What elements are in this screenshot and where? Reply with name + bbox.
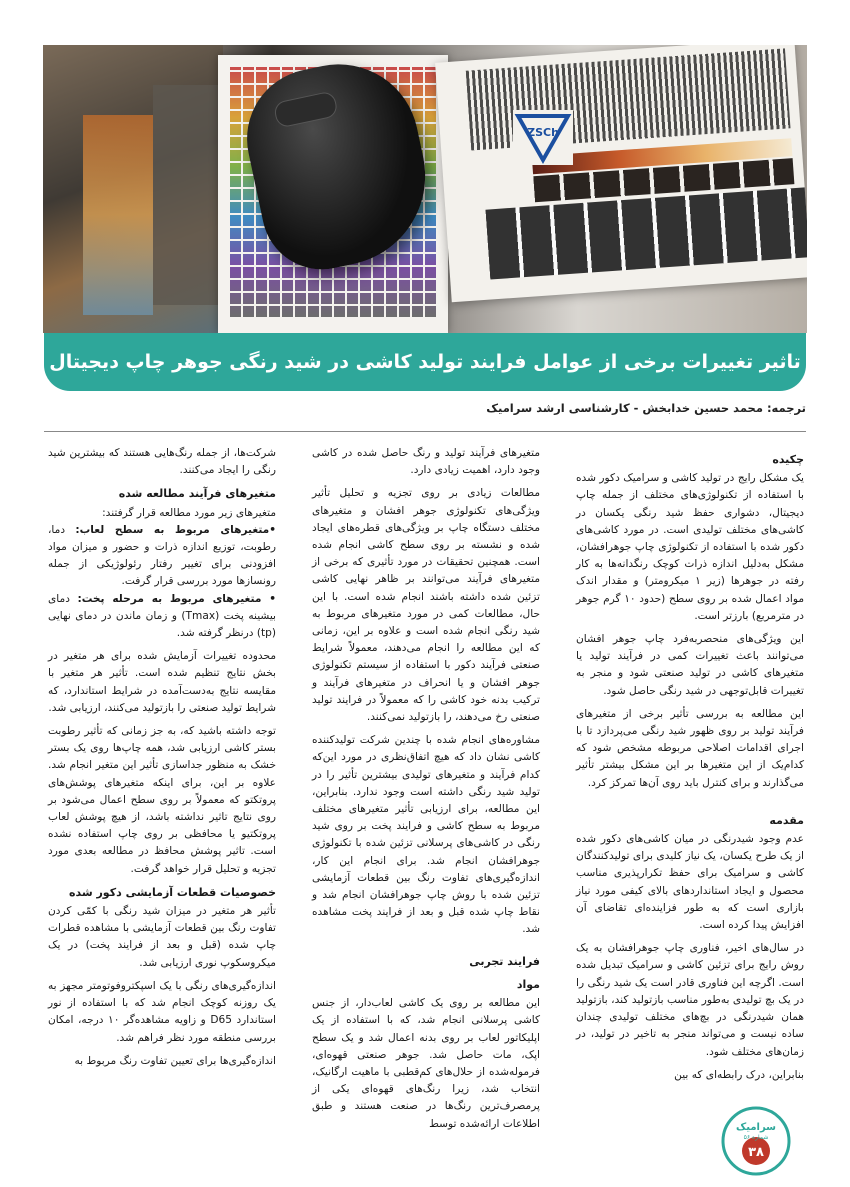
zsc-logo-text: ZSCh [527, 126, 559, 139]
zsc-logo-icon [513, 110, 573, 165]
divider [44, 431, 806, 432]
hero-image [43, 45, 807, 333]
bullet-firing-variables [48, 591, 276, 643]
bullet-label: •متغیرهای مربوط به سطح لعاب: [75, 523, 276, 536]
byline: ترجمه: محمد حسین خدابخش - کارشناسی ارشد سرامیک [486, 401, 806, 415]
paragraph: این مطالعه بر روی یک کاشی لعاب‌دار، از جنس کاشی پرسلانی انجام شد، که با استفاده از یک اپلیکاتور لعاب بر روی بدنه اعمال شد و یک سطح اپک، مات حاصل شد. جوهر صنعتی قهوه‌ای، فرموله‌شده از حلال‌های کم‌قطبی با ماهیت ارگانیک، انتخاب شد، زیرا رنگ‌های قهوه‌ای یکی از پرمصرف‌ترین رنگ‌ها در صنعت هستند و طبق اطلاعات ارائه‌شده توسط [312, 997, 540, 1130]
heading-abstract: چکیده [772, 453, 804, 466]
stone-tile-orange [83, 115, 153, 315]
paragraph: مشاوره‌های انجام شده با چندین شرکت تولیدکننده کاشی نشان داد که هیچ اتفاق‌نظری در مورد این‌که کدام فرآیند و متغیرهای تولیدی بیشترین تأثیر را در تولید شید رنگی داشته است وجود ندارد. بنابراین، این مطالعه، برای ارزیابی تأثیر متغیرهای مختلف مربوط به سطح کاشی و فرایند پخت بر روی شید رنگی در کاشی‌های پرسلانی تزئین شده با تکنولوژی جوهرافشان انجام شد. برای انجام این کار، اندازه‌گیری‌های تفاوت رنگ بین قطعات آزمایشی تزئین شده با روش چاپ جوهرافشان انجام شد و نقاط چاپ شده قبل و بعد از فرایند پخت مشاهده شد. [312, 734, 540, 936]
paragraph: مطالعات زیادی بر روی تجزیه و تحلیل تأثیر ویژگی‌های تکنولوژی جوهر افشان و متغیرهای مختلف دستگاه چاپ بر ویژگی‌های قطره‌های ایجاد شده و نشسته بر روی سطح کاشی انجام شده است. همچنین تحقیقات در مورد تأثیری که برخی از متغیرهای فرآیند می‌توانند بر ظاهر نهایی کاشی تزئین شده داشته باشند انجام شده است. با این حال، مطالعات کمی در مورد متغیرهای مربوط به شید رنگی انجام شده است و علاوه بر این، زمانی که این مطالعه را انجام می‌دهند، معمولاً شرایط صنعتی فرآیند دکور با استفاده از سیستم تکنولوژی جوهر افشان و یا انحراف در متغیرهای فرآیند و ترکیب بدنه خود کاشی را که معمولاً در فرایند تولید صنعتی رخ می‌دهند، را بازتولید نمی‌کنند. [312, 487, 540, 724]
bullet-label: • متغیرهای مربوط به مرحله پخت: [77, 592, 277, 605]
bullet-text: دمای بیشینه پخت (Tmax) و زمان ماندن در دمای نهایی (tp) درنظر گرفته شد. [48, 592, 276, 640]
paragraph: یک مشکل رایج در تولید کاشی و سرامیک دکور شده با استفاده از تکنولوژی‌های مختلف از جمله چاپ دیجیتال، دشواری حفظ شید رنگی یکسان در کاشی‌های مختلف تولیدی است. در مورد کاشی‌های دکور شده با استفاده از تکنولوژی چاپ جوهرافشان، مشکل به‌دلیل اندازه ذرات کوچک رنگدانه‌ها به کار رفته در جوهرها (زیر ۱ میکرومتر) و مقدار اندک مواد اعمال شده بر روی سطح (حدود ۱۰ گرم جوهر در مترمربع) بارزتر است. [576, 472, 805, 622]
paragraph: تأثیر هر متغیر در میزان شید رنگی با کمّی کردن تفاوت رنگ بین قطعات آزمایشی با مشاهده قطرات چاپ شده (قبل و بعد از فرایند پخت) در یک میکروسکوپ نوری ارزیابی شد. [48, 905, 276, 969]
heading-introduction: مقدمه [769, 813, 804, 827]
paragraph: این مطالعه به بررسی تأثیر برخی از متغیرهای فرآیند تولید بر روی ظهور شید رنگی می‌پردازد تا با اجرای اقدامات اصلاحی مربوطه مشخص شود که کدام‌یک از این متغیرها بر این مشکل بیشتر تأثیر می‌گذارند و برای کنترل باید روی آن‌ها تمرکز کرد. [576, 707, 804, 789]
print-test-sheet [435, 45, 807, 302]
paragraph: متغیرهای زیر مورد مطالعه قرار گرفتند: [102, 506, 276, 519]
heading-specimen-characterization: خصوصیات قطعات آزمایشی دکور شده [68, 885, 276, 899]
paragraph: عدم وجود شیدرنگی در میان کاشی‌های دکور شده از یک طرح یکسان، یک نیاز کلیدی برای تولیدکنندگان کاشی و سرامیک برای حفظ تکرارپذیری مناسب محصول و ایجاد استانداردهای بالای کیفی مورد نیاز بازاری است که به طور فزاینده‌ای تقاضای آن افزایش پیدا کرده است. [576, 833, 804, 932]
heading-experimental: فرایند تجربی [469, 954, 540, 968]
magazine-name: سرامیک [736, 1122, 776, 1133]
paragraph: این ویژگی‌های منحصربه‌فرد چاپ جوهر افشان می‌توانند باعث تغییرات کمی در فرآیند تولید یا متغیرهای کاشی در تولید صنعتی شود و منجر به تغییرات قابل‌توجهی در شید رنگی حاصل شود. [576, 633, 804, 697]
magazine-badge [720, 1105, 792, 1177]
paragraph: شرکت‌ها، از جمله رنگ‌هایی هستند که بیشترین شید رنگی را ایجاد می‌کنند. [48, 447, 276, 477]
paragraph: متغیرهای فرآیند تولید و رنگ حاصل شده در کاشی وجود دارد، اهمیت زیادی دارد. [312, 447, 540, 477]
heading-materials: مواد [516, 977, 540, 991]
bullet-text: دما، رطوبت، توزیع اندازه ذرات و حضور و میزان مواد افزودنی برای تغییر رفتار رئولوژیکی از جمله رونسازها مورد بررسی قرار گرفت. [48, 523, 276, 588]
paragraph: اندازه‌گیری‌های رنگی با یک اسپکتروفوتومتر مجهز به یک روزنه کوچک انجام شد که با استفاده از نور استاندارد D65 و زاویه مشاهده‌گر ۱۰ درجه، امکان بررسی منطقه مورد نظر فراهم شد. [48, 979, 276, 1044]
paragraph: در سال‌های اخیر، فناوری چاپ جوهرافشان به یک روش رایج برای تزئین کاشی و سرامیک تبدیل شده است. اگرچه این فناوری قادر است یک شید رنگی را در یک بچ تولیدی به‌طور مناسب بازتولید کند، بازتولید همان شیدرنگی در بچ‌های مختلف تولیدی چندان ساده نیست و می‌تواند منجر به تاخیر در تولید، در زمان‌های مختلف شود. [576, 942, 804, 1058]
stone-tile-dark [153, 85, 223, 305]
issue-number: شماره ۵۶ [743, 1134, 769, 1141]
page-number: ۳۸ [748, 1145, 764, 1160]
article-title: تاثیر تغییرات برخی از عوامل فرایند تولید کاشی در شید رنگی جوهر چاپ دیجیتال [49, 351, 801, 373]
title-banner [44, 333, 806, 391]
paragraph: محدوده تغییرات آزمایش شده برای هر متغیر در بخش نتایج تنظیم شده است. تأثیر هر متغیر با مقایسه نتایج به‌دست‌آمده در شرایط استاندارد، که شرایط تولید صنعتی را بازتولید می‌کنند، ارزیابی شد. [48, 650, 276, 714]
paragraph: اندازه‌گیری‌ها برای تعیین تفاوت رنگ مربوط به [74, 1054, 276, 1067]
paragraph: توجه داشته باشید که، به جز زمانی که تأثیر رطوبت بستر کاشی ارزیابی شد، همه چاپ‌ها روی یک بستر خشک به منظور جداسازی تأثیر این متغیر انجام شد. علاوه بر این، برای اینکه متغیرهای پوشش‌های پروتکتو که معمولاً بر روی سطح اعمال می‌شود بر روی نتایج تاثیر نداشته باشد، از هیچ پوشش لعاب پروتکتیو یا محافظی بر روی چاپ استفاده نشده است. تاثیر پوشش محافظ در مطالعه بعدی مورد تجزیه و تحلیل قرار خواهد گرفت. [48, 725, 276, 875]
paragraph: بنابراین، درک رابطه‌ای که بین [674, 1068, 804, 1081]
heading-process-variables: متغیرهای فرآیند مطالعه شده [118, 487, 276, 501]
column-3 [48, 445, 276, 1076]
column-2 [312, 445, 540, 1139]
bullet-glaze-variables [48, 522, 276, 591]
column-1 [576, 445, 804, 1090]
size-labels [485, 187, 807, 279]
